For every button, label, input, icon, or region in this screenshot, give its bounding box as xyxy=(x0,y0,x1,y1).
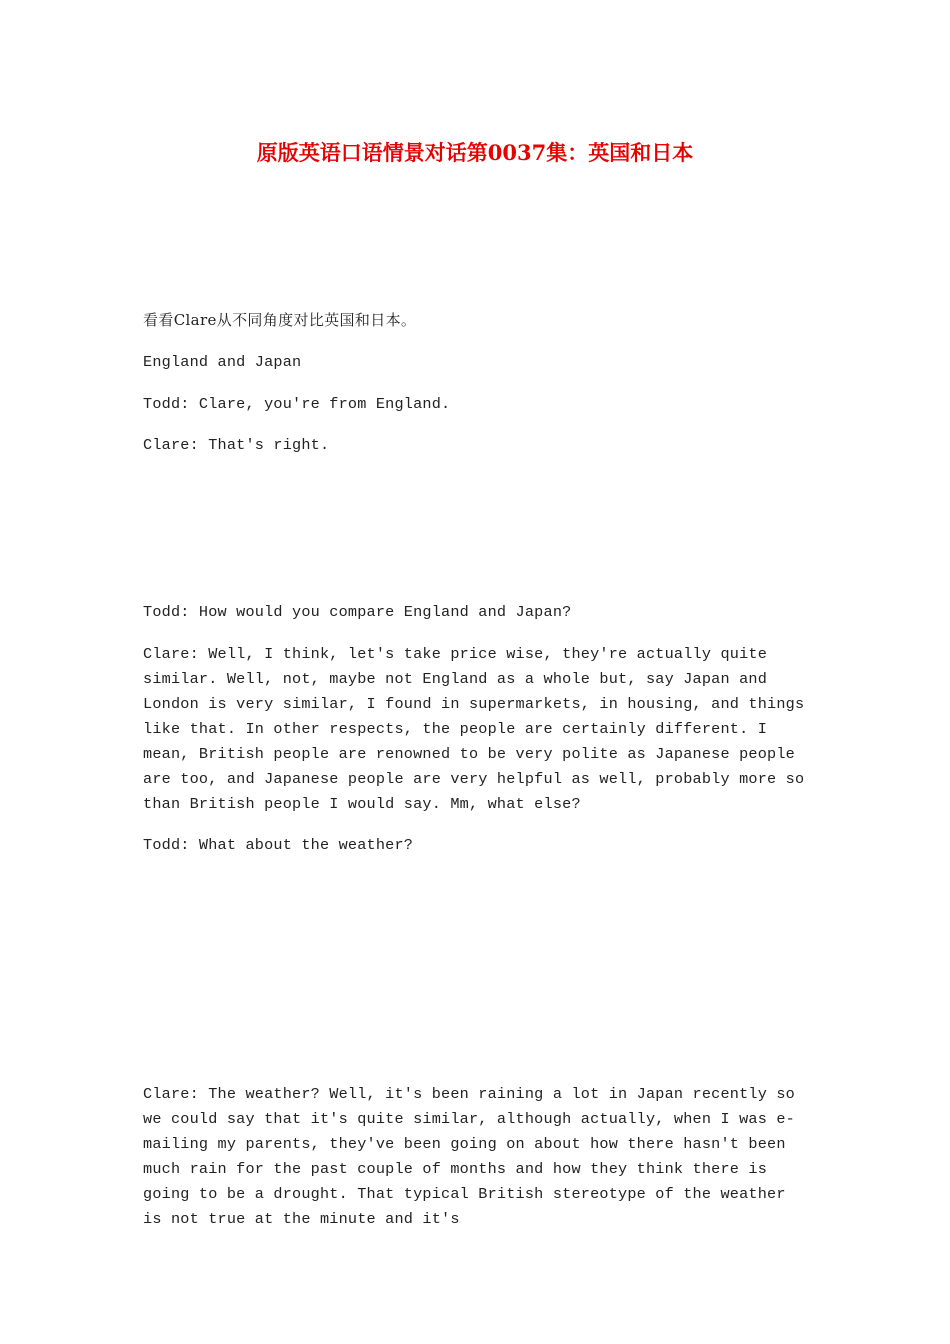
dialogue-line: Clare: That's right. xyxy=(143,436,330,454)
intro-paragraph: 看看Clare从不同角度对比英国和日本。 xyxy=(143,311,417,329)
dialogue-line: Clare: Well, I think, let's take price wise, they're actually quite similar. Well, not, maybe not England as a whole but, say Japan and London is very similar, I found in supermarkets, in housing, and things like that. In other respects, the people are certainly different. I mean, British people are renowned to be very polite as Japanese people are too, and Japanese people are very helpful as well, probably more so than British people I would say. Mm, what else? xyxy=(143,645,805,813)
dialogue-line: Todd: Clare, you're from England. xyxy=(143,395,451,413)
dialogue-line: Todd: What about the weather? xyxy=(143,836,414,854)
document-title: 原版英语口语情景对话第0037集：英国和日本 xyxy=(256,140,694,165)
section-heading: England and Japan xyxy=(143,353,302,371)
dialogue-line: Todd: How would you compare England and Japan? xyxy=(143,603,572,621)
dialogue-line: Clare: The weather? Well, it's been raining a lot in Japan recently so we could say that it's quite similar, although actually, when I was e-mailing my parents, they've been going on about how there hasn't been much rain for the past couple of months and how they think there is going to be a drought. That typical British stereotype of the weather is not true at the minute and it's xyxy=(143,1085,795,1228)
